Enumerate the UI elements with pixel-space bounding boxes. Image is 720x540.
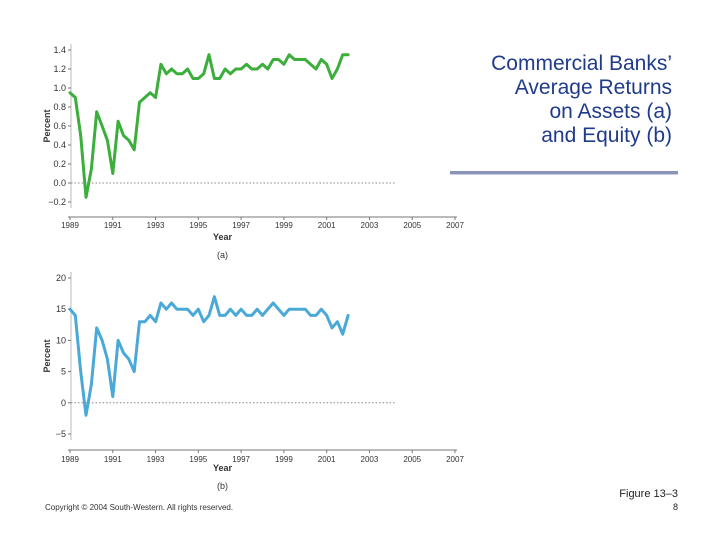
y-tick-label: 20: [55, 273, 66, 283]
y-tick-label: 10: [55, 335, 66, 346]
x-tick-label: 1993: [146, 455, 165, 464]
title-line: Commercial Banks’: [491, 52, 672, 75]
y-tick-label: 1.4: [53, 45, 66, 55]
y-axis-label: Percent: [42, 339, 52, 373]
y-axis-label: Percent: [42, 109, 52, 143]
x-tick-label: 2003: [360, 221, 379, 230]
x-tick-label: 2001: [317, 221, 336, 230]
series-line: [70, 297, 348, 416]
y-tick-label: 5: [60, 366, 66, 377]
title-line: Average Returns: [514, 76, 672, 99]
x-tick-label: 2007: [446, 455, 464, 464]
y-tick-label: 0.0: [53, 178, 66, 188]
x-axis-label: Year: [212, 232, 233, 242]
x-tick-label: 2005: [403, 221, 422, 230]
x-tick-label: 1997: [232, 455, 251, 464]
x-axis-label: Year: [212, 463, 233, 473]
series-line: [70, 55, 348, 198]
x-tick-label: 1989: [61, 455, 79, 464]
x-tick-label: 2005: [403, 455, 422, 464]
title-line: on Assets (a): [549, 100, 672, 123]
y-tick-label: 0: [60, 397, 66, 408]
x-tick-label: 2001: [317, 455, 336, 464]
y-tick-label: 0.4: [53, 140, 66, 150]
x-tick-label: 2007: [446, 221, 464, 230]
title-underline: [450, 171, 678, 175]
y-tick-label: 0.2: [53, 159, 66, 169]
x-tick-label: 1997: [232, 221, 251, 230]
figure-label: Figure 13–3: [619, 488, 678, 500]
x-tick-label: 1995: [189, 455, 208, 464]
y-tick-label: 0.6: [53, 121, 66, 131]
title-line: and Equity (b): [541, 124, 672, 147]
y-tick-label: 15: [55, 304, 66, 315]
x-tick-label: 1999: [274, 455, 293, 464]
panel-label: (b): [217, 481, 228, 491]
x-tick-label: 1991: [103, 221, 122, 230]
x-tick-label: 2003: [360, 455, 379, 464]
copyright-notice: Copyright © 2004 South-Western. All rights reserved.: [45, 503, 234, 512]
y-tick-label: −5: [55, 429, 66, 439]
panel-label: (a): [217, 250, 228, 260]
page-number: 8: [672, 502, 678, 512]
y-tick-label: 1.0: [53, 83, 66, 93]
x-tick-label: 1989: [61, 221, 79, 230]
x-tick-label: 1995: [189, 221, 208, 230]
x-tick-label: 1999: [274, 221, 293, 230]
y-tick-label: −0.2: [48, 197, 66, 207]
x-tick-label: 1993: [146, 221, 165, 230]
y-tick-label: 1.2: [53, 64, 66, 74]
slide-title: [412, 52, 672, 148]
x-tick-label: 1991: [103, 455, 122, 464]
y-tick-label: 0.8: [53, 102, 66, 112]
